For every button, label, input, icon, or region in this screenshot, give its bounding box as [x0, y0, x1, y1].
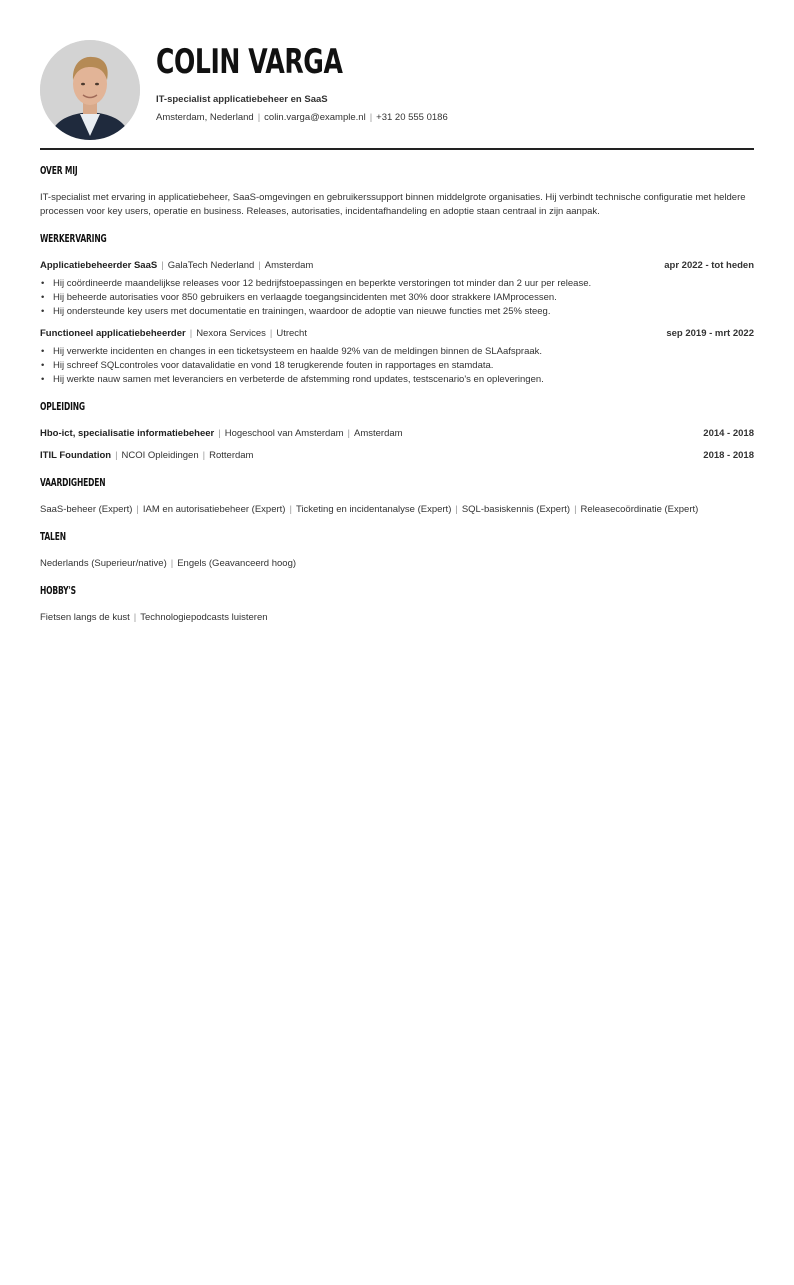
hobbies-list: [40, 611, 754, 625]
section-title-experience: WERKERVARING: [40, 233, 107, 245]
education-item: [40, 449, 754, 463]
section-title-about: OVER MIJ: [40, 165, 78, 177]
education-period: 2014 - 2018: [703, 428, 754, 439]
separator: |: [574, 504, 577, 515]
separator: |: [115, 450, 118, 461]
job-bullet: • Hij ondersteunde key users met documentatie en trainingen, waardoor de adoptie van nieuwe functies met 25% steeg.: [40, 305, 754, 319]
job-company: GalaTech Nederland: [167, 260, 255, 271]
profile-photo: [40, 40, 140, 140]
header-divider: [40, 148, 754, 150]
section-title-skills: VAARDIGHEDEN: [40, 477, 106, 489]
separator: |: [455, 504, 458, 515]
job-bullets: [40, 345, 754, 387]
education-school: Hogeschool van Amsterdam: [224, 428, 344, 439]
job-header: [40, 327, 754, 341]
skill-item: SQL-basiskennis (Expert): [461, 504, 571, 515]
separator: |: [189, 328, 193, 339]
education-item: [40, 427, 754, 441]
job-bullets: [40, 277, 754, 319]
resume-header: [40, 40, 754, 140]
education-degree: ITIL Foundation: [40, 450, 112, 461]
job-period: sep 2019 - mrt 2022: [666, 328, 754, 339]
candidate-name: COLIN VARGA: [156, 42, 343, 82]
hobby-item: Fietsen langs de kust: [40, 612, 130, 623]
separator: |: [289, 504, 292, 515]
education-degree: Hbo-ict, specialisatie informatiebeheer: [40, 428, 215, 439]
skill-item: IAM en autorisatiebeheer (Expert): [142, 504, 286, 515]
job-bullet: • Hij beheerde autorisaties voor 850 gebruikers en verlaagde toegangsincidenten met 30% door strakkere IAMprocessen.: [40, 291, 754, 305]
separator: |: [133, 612, 137, 623]
separator: |: [136, 504, 139, 515]
separator: |: [218, 428, 221, 439]
candidate-headline: IT-specialist applicatiebeheer en SaaS: [156, 94, 328, 105]
education-city: Rotterdam: [209, 450, 254, 461]
contact-location: Amsterdam, Nederland: [156, 112, 254, 123]
language-item: Engels (Geavanceerd hoog): [177, 558, 297, 569]
job-role: Applicatiebeheerder SaaS: [40, 260, 158, 271]
separator: |: [161, 260, 164, 271]
skill-item: Ticketing en incidentanalyse (Expert): [295, 504, 452, 515]
contact-phone[interactable]: +31 20 555 0186: [376, 112, 448, 123]
education-city: Amsterdam: [353, 428, 403, 439]
job-city: Amsterdam: [264, 260, 314, 271]
separator: |: [347, 428, 350, 439]
separator: |: [269, 328, 273, 339]
language-item: Nederlands (Superieur/native): [40, 558, 167, 569]
job-header: [40, 259, 754, 273]
education-school: NCOI Opleidingen: [121, 450, 199, 461]
job-bullet: • Hij werkte nauw samen met leveranciers en verbeterde de afstemming rond updates, testscenario's en opleveringen.: [40, 373, 754, 387]
job-role: Functioneel applicatiebeheerder: [40, 328, 186, 339]
job-company: Nexora Services: [196, 328, 266, 339]
skills-list: [40, 503, 754, 517]
skill-item: Releasecoördinatie (Expert): [580, 504, 699, 515]
section-title-languages: TALEN: [40, 531, 66, 543]
education-period: 2018 - 2018: [703, 450, 754, 461]
separator: |: [257, 112, 261, 123]
hobby-item: Technologiepodcasts luisteren: [140, 612, 268, 623]
contact-email[interactable]: colin.varga@example.nl: [264, 112, 366, 123]
contact-line: [156, 112, 448, 123]
section-title-hobbies: HOBBY'S: [40, 585, 76, 597]
separator: |: [170, 558, 174, 569]
job-bullet: • Hij verwerkte incidenten en changes in een ticketsysteem en haalde 92% van de meldingen binnen de SLAafspraak.: [40, 345, 754, 359]
separator: |: [202, 450, 206, 461]
languages-list: [40, 557, 754, 571]
separator: |: [369, 112, 373, 123]
about-text: IT-specialist met ervaring in applicatiebeheer, SaaS-omgevingen en gebruikerssupport binnen middelgrote organisaties. Hij verbindt technische configuratie met heldere processen voor key users, operatie en business. Releases, autorisaties, incidentafhandeling en adoptie staan centraal in zijn aanpak.: [40, 192, 746, 217]
job-period: apr 2022 - tot heden: [664, 260, 754, 271]
job-bullet: • Hij coördineerde maandelijkse releases voor 12 bedrijfstoepassingen en beperkte verstoringen tot minder dan 2 uur per release.: [40, 277, 754, 291]
job-bullet: • Hij schreef SQLcontroles voor datavalidatie en vond 18 terugkerende fouten in rapportages en stamdata.: [40, 359, 754, 373]
separator: |: [258, 260, 261, 271]
skill-item: SaaS-beheer (Expert): [40, 504, 133, 515]
section-title-education: OPLEIDING: [40, 401, 85, 413]
job-city: Utrecht: [276, 328, 307, 339]
